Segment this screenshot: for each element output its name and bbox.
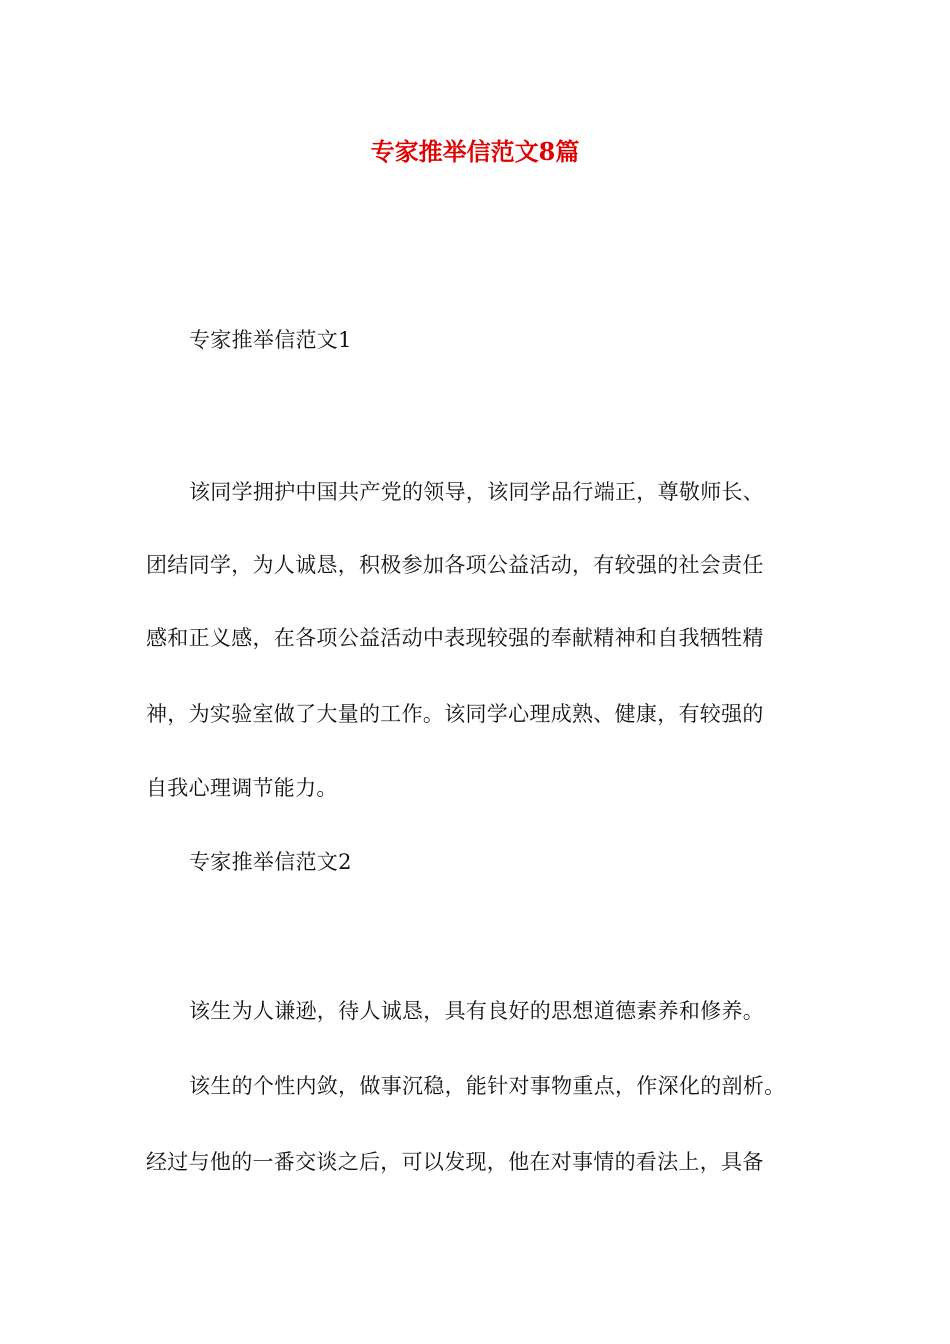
paragraph-line: 该生为人谦逊，待人诚恳，具有良好的思想道德素养和修养。: [189, 999, 765, 1023]
section-heading-2: 专家推举信范文2: [189, 850, 352, 874]
paragraph-line: 自我心理调节能力。: [146, 776, 338, 800]
paragraph-line: 神，为实验室做了大量的工作。该同学心理成熟、健康，有较强的: [146, 702, 764, 726]
paragraph-line: 经过与他的一番交谈之后，可以发现，他在对事情的看法上，具备: [146, 1150, 764, 1174]
document-title: 专家推举信范文8篇: [370, 137, 580, 166]
section-heading-1: 专家推举信范文1: [189, 328, 352, 352]
paragraph-line: 团结同学，为人诚恳，积极参加各项公益活动，有较强的社会责任: [146, 553, 764, 577]
paragraph-line: 感和正义感，在各项公益活动中表现较强的奉献精神和自我牺牲精: [146, 626, 764, 650]
paragraph-line: 该生的个性内敛，做事沉稳，能针对事物重点，作深化的剖析。: [189, 1074, 786, 1098]
paragraph-line: 该同学拥护中国共产党的领导，该同学品行端正，尊敬师长、: [189, 480, 765, 504]
